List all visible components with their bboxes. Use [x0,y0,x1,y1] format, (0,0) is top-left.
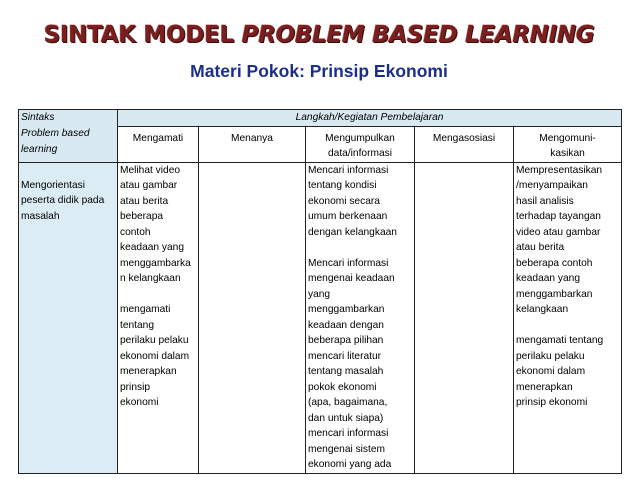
mengamati-cell: Melihat video atau gambar atau berita beberapa contoh keadaan yang menggambarka n kelangkaan mengamati tentang perilaku pelaku ekonomi dalam menerapkan prinsip ekonomi [118,162,199,473]
column-header-mengomunikasikan: Mengomuni- kasikan [514,126,622,162]
slide-subtitle: Materi Pokok: Prinsip Ekonomi [190,61,448,81]
mengomunikasikan-cell: Mempresentasikan /menyampaikan hasil analisis terhadap tayangan video atau gambar atau berita beberapa contoh keadaan yang menggambarkan kelangkaan mengamati tentang perilaku pelaku ekonomi dalam menerapkan prinsip ekonomi [514,162,622,473]
slide-title [0,22,638,48]
sintaks-header: Sintaks Problem based learning [19,110,118,163]
column-header-mengumpulkan: Mengumpulkan data/informasi [306,126,415,162]
mengumpulkan-cell: Mencari informasi tentang kondisi ekonomi secara umum berkenaan dengan kelangkaan Mencari informasi mengenai keadaan yang menggambarkan keadaan dengan beberapa pilihan mencari literatur tentang masalah pokok ekonomi (apa, bagaimana, dan untuk siapa) mencari informasi mengenai sistem ekonomi yang ada [306,162,415,473]
title-part2: PROBLEM BASED LEARNING [241,22,595,48]
sintaks-cell: Mengorientasi peserta didik pada masalah [19,162,118,473]
mengasosiasi-cell [415,162,514,473]
column-header-menanya: Menanya [199,126,306,162]
column-header-mengamati: Mengamati [118,126,199,162]
column-header-mengasosiasi: Mengasosiasi [415,126,514,162]
syntax-table [18,109,622,474]
langkah-header: Langkah/Kegiatan Pembelajaran [118,110,622,127]
title-part1: SINTAK MODEL [43,22,242,48]
menanya-cell [199,162,306,473]
